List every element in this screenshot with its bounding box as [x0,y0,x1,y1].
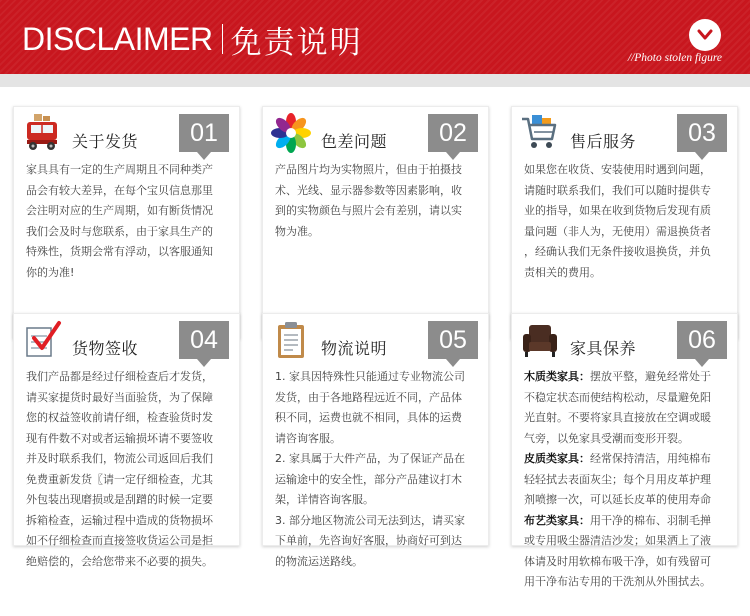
card-line: 请咨询客服。 [275,431,341,445]
card-line: 我们会及时与您联系，由于家具生产的 [26,224,213,238]
card-body [524,367,732,593]
shopping-cart-icon [520,113,560,153]
header-banner [0,0,750,74]
card-line [524,552,732,573]
card-line [524,490,732,511]
card-line: 3. 部分地区物流公司无法到达，请买家 [275,513,465,527]
title-cn: 免责说明 [230,24,363,61]
card-body [524,160,732,283]
armchair-icon [520,320,560,360]
color-wheel-icon [271,113,311,153]
card-line [524,511,732,532]
card-line: 物为准。 [275,224,319,238]
checklist-icon [22,320,62,360]
care-text: 摆放平整，避免经常处于 [590,370,711,383]
card-line [524,408,732,429]
card-color-difference [262,106,489,339]
card-line: 的物流运送路线。 [275,554,363,568]
care-text: 不稳定状态而使结构松动，尽量避免阳 [524,390,711,404]
card-line: 品会有较大差异，在每个宝贝信息那里 [26,183,213,197]
card-line: ，经确认我们无条件接收退换货，并负 [524,245,711,258]
card-title: 关于发货 [72,132,139,151]
title-divider [222,24,223,54]
card-line: 您的权益签收前请仔细，检查验货时发 [26,411,213,424]
card-title: 家具保养 [570,339,637,358]
card-title: 售后服务 [570,132,637,151]
care-label: 布艺类家具： [524,513,590,527]
card-line: 2. 家具属于大件产品，为了保证产品在 [275,452,465,465]
card-line: 术、光线、显示器参数等因素影响，收 [275,183,462,197]
header-shadow-band [0,74,750,87]
care-text: 剂喷擦一次，可以延长皮革的使用寿命 [524,493,711,506]
card-line [524,388,732,409]
card-line: 量问题（非人为，无使用）需退换货者 [524,224,711,238]
card-line: 家具具有一定的生产周期且不同种类产 [26,163,213,176]
chevron-down-circle-icon[interactable] [689,19,721,51]
card-line [524,531,732,552]
card-goods-receipt [13,313,240,568]
card-number-badge: 05 [428,321,478,359]
card-line: 架，详情咨询客服。 [275,493,374,506]
card-line: 积不同，运费也就不相同，具体的运费 [275,411,462,424]
title-en: DISCLAIMER [22,20,213,57]
card-line: 请随时联系我们，我们可以随时提供专 [524,183,711,197]
card-body [26,367,234,572]
card-line: 绝赔偿的，会给您带来不必要的损失。 [26,554,213,568]
clipboard-icon [271,320,311,360]
card-line: 发货，由于各地路程远近不同，产品体 [275,390,462,404]
card-line: 1. 家具因特殊性只能通过专业物流公司 [275,370,465,383]
banner-subtitle: //Photo stolen figure [627,52,722,64]
card-line [524,572,732,593]
card-furniture-care [511,313,738,588]
card-body [26,160,234,283]
delivery-truck-icon [22,113,62,153]
card-line: 拆箱检查，运输过程中造成的货物损坏 [26,513,213,527]
card-line [524,429,732,450]
card-line [524,449,732,470]
care-label: 木质类家具： [524,370,590,383]
card-line: 如果您在收货、安装使用时遇到问题， [524,163,711,176]
card-line: 特殊性，货期会常有浮动，以客服通知 [26,245,213,258]
card-body [275,160,483,242]
care-text: 光直射。不要将家具直接放在空调或暖 [524,411,711,424]
card-line: 到的实物颜色与照片会有差别，请以实 [275,204,462,217]
care-text: 经常保持清洁，用纯棉布 [590,452,711,465]
card-line: 会注明对应的生产周期，如有断货情况 [26,204,213,217]
card-line: 请买家提货时最好当面验货，为了保障 [26,390,213,404]
card-title: 色差问题 [321,132,388,151]
card-line [524,367,732,388]
card-logistics [262,313,489,568]
card-line: 业的指导，如果在收到货物后发现有质 [524,204,711,217]
care-text: 气旁，以免家具受潮而变形开裂。 [524,431,689,445]
card-line: 运输途中的安全性，部分产品建议打木 [275,472,462,486]
care-text: 用干净布沾专用的干洗剂从外围拭去。 [524,575,711,588]
card-shipping [13,106,240,339]
card-number-badge: 04 [179,321,229,359]
card-number-badge: 06 [677,321,727,359]
card-title: 货物签收 [72,339,139,358]
care-text: 用干净的棉布、羽制毛掸 [590,513,711,527]
banner-title [22,19,363,59]
card-line [524,470,732,491]
card-body [275,367,483,572]
care-label: 皮质类家具： [524,452,590,465]
card-line: 下单前，先咨询好客服，协商好可到达 [275,534,462,547]
card-line: 外包装出现磨损或是刮蹭的时候一定要 [26,493,213,506]
card-line: 并及时联系我们，物流公司返回后我们 [26,452,213,465]
card-after-sales [511,106,738,339]
card-title: 物流说明 [321,339,388,358]
care-text: 体请及时用软棉布吸干净，如有残留可 [524,554,711,568]
card-number-badge: 01 [179,114,229,152]
card-line: 责相关的费用。 [524,265,601,279]
card-line: 如不仔细检查而直接签收货运公司是拒 [26,534,213,547]
card-number-badge: 02 [428,114,478,152]
card-line: 免费重新发货〖请一定仔细检查，尤其 [26,472,213,486]
card-line: 产品图片均为实物照片，但由于拍摄技 [275,163,462,176]
care-text: 轻轻拭去表面灰尘；每个月用皮革护理 [524,472,711,486]
card-line: 我们产品都是经过仔细检查后才发货， [26,370,213,383]
care-text: 或专用吸尘器清洁沙发；如果洒上了液 [524,534,711,547]
card-line: 你的为准! [26,265,75,279]
card-line: 现有件数不对或者运输损坏请不要签收 [26,431,213,445]
card-number-badge: 03 [677,114,727,152]
